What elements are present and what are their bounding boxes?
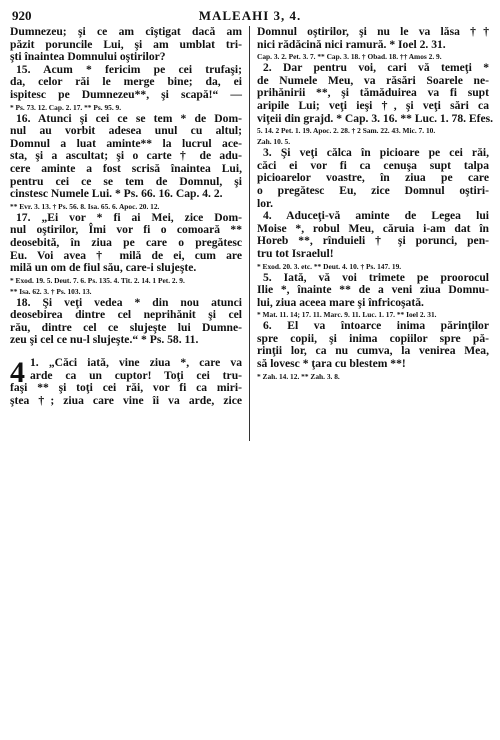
verse-line: 16. Atunci şi cei ce se tem * de Dom- [16,111,242,125]
verse-line: da, celor răi le merge bine; da, ei [10,75,242,89]
verse-line: de Numele Meu, va răsări Soarele ne- [257,73,489,87]
verse-line: 17. „Ei vor * fi ai Mei, zice Dom- [16,210,242,224]
chapter-line: arde ca un cuptor! Toţi cei tru- [30,368,242,382]
verse-line: Eu. Voi avea † milă de ei, cum are [10,248,242,262]
verse-line: prihănirii **, şi tămăduirea va fi supt [257,86,489,100]
right-column [257,25,494,382]
chapter-number: 4 [10,356,25,390]
right-verses [257,25,494,382]
verse-line: 6. El va întoarce inima părinţilor [263,319,489,333]
verse-line: rău, dintre cel ce slujeşte lui Dumne- [10,320,242,334]
chapter-4-opening [10,357,242,407]
verse-line: 3. Şi veţi călca în picioare pe cei răi, [263,146,489,160]
verse-line: lui, ziua aceea mare şi înfricoşată. [257,295,424,309]
verse-line: picioarelor voastre, în ziua pe care [257,171,489,185]
verse-line: aripile Lui; veţi ieşi †, şi veţi sări ca [257,98,489,112]
verse-line: 18. Şi veţi vedea * din nou atunci [16,295,242,309]
verse-line: să lovesc * ţara cu blestem **! [257,357,406,371]
verse-line: deosebită, în ziua pe care o pregătesc [10,235,242,249]
verse-line: Dumnezeu; şi ce am cîştigat dacă am [10,25,242,38]
footnote-line: ** Evr. 3. 13. † Ps. 56. 8. Isa. 65. 6. Apoc. 20. 12. [10,201,160,211]
verse-line: şti înaintea Domnului oştirilor? [10,50,166,64]
footnote-line: Cap. 3. 2. Pet. 3. 7. ** Cap. 3. 18. † Obad. 18. †† Amos 2. 9. [257,52,442,62]
verse-line: căci ei vor fi ca cenuşa supt talpa [257,158,489,172]
left-verses [10,26,242,347]
chapter-line: 1. „Căci iată, vine ziua *, care va [30,356,242,370]
verse-line: pentru cei ce se tem de Domnul, şi [10,174,242,188]
verse-line: sta, şi a ascultat; şi o carte † de adu- [10,149,242,163]
verse-line: nul oştirilor, Îmi vor fi o comoară ** [10,223,242,237]
footnote-line: Zah. 10. 5. [257,137,291,147]
page-number: 920 [12,8,32,23]
verse-line: milă un om de fiul său, care-i slujeşte. [10,261,197,275]
verse-line: Domnul oştirilor, şi nu le va lăsa †† [257,25,489,38]
verse-line: 4. Aduceţi-vă aminte de Legea lui [263,209,489,223]
verse-line: Horeb **, rînduieli † şi porunci, pen- [257,234,489,248]
verse-line: 15. Acum * fericim pe cei trufaşi; [16,62,242,76]
chapter-line: faşi ** şi toţi cei răi, vor fi ca miri- [10,381,242,395]
verse-line: ispitesc pe Dumnezeu**, şi scapă!“ — [10,87,242,101]
verse-line: cinstesc Numele Lui. * Ps. 66. 16. Cap. 4. 2. [10,187,223,201]
footnote-line: ** Isa. 62. 3. † Ps. 103. 13. [10,286,92,296]
verse-line: tru tot Israelul! [257,246,334,260]
verse-line: cere aminte a fost scrisă înaintea Lui, [10,161,242,175]
verse-line: rinţii lor, ca nu cumva, la venirea Mea, [257,344,489,358]
footnote-line: * Exod. 20. 3. etc. ** Deut. 4. 10. † Ps. 147. 19. [257,261,402,271]
verse-line: nici rădăcină nici ramură. * Ioel 2. 31. [257,37,446,51]
verse-line: nul au vorbit adesea unul cu altul; [10,124,242,138]
chapter-line: ştea †; ziua care vine îi va arde, zice [10,393,242,407]
running-title: MALEAHI 3, 4. [198,8,302,23]
footnote-line: * Mat. 11. 14; 17. 11. Marc. 9. 11. Luc. 1. 17. ** Ioel 2. 31. [257,310,437,320]
verse-line: zeu şi cel ce nu-l slujeşte.“ * Ps. 58. 11. [10,333,199,347]
verse-line: Domnul a luat aminte** la lucrul ace- [10,136,242,150]
verse-line: deosebirea dintre cel neprihănit şi cel [10,308,242,322]
verse-line: lor. [257,196,273,210]
footnote-line: 5. 14. 2 Pet. 1. 19. Apoc. 2. 28. † 2 Sam. 22. 43. Mic. 7. 10. [257,126,436,136]
verse-line: Moise *, robul Meu, căruia i-am dat în [257,221,489,235]
verse-line: păzit poruncile Lui, şi am umblat tri- [10,37,242,51]
verse-line: Ilie *, înainte ** de a veni ziua Domnu- [257,283,489,297]
verse-line: spre copii, şi inima copiilor spre pă- [257,331,489,345]
column-divider [249,26,250,441]
verse-line: viţeii din grajd. * Cap. 3. 16. ** Luc. 1. 78. Efes. [257,111,494,125]
footnote-line: * Exod. 19. 5. Deut. 7. 6. Ps. 135. 4. Tit. 2. 14. 1 Pet. 2. 9. [10,275,185,285]
footnote-line: * Zah. 14. 12. ** Zah. 3. 8. [257,371,340,381]
footnote-line: * Ps. 73. 12. Cap. 2. 17. ** Ps. 95. 9. [10,102,122,112]
left-column [10,26,242,407]
verse-line: o pregătesc Eu, zice Domnul oştiri- [257,183,489,197]
verse-line: 2. Dar pentru voi, cari vă temeţi * [263,61,489,75]
verse-line: 5. Iată, vă voi trimete pe proorocul [263,270,489,284]
